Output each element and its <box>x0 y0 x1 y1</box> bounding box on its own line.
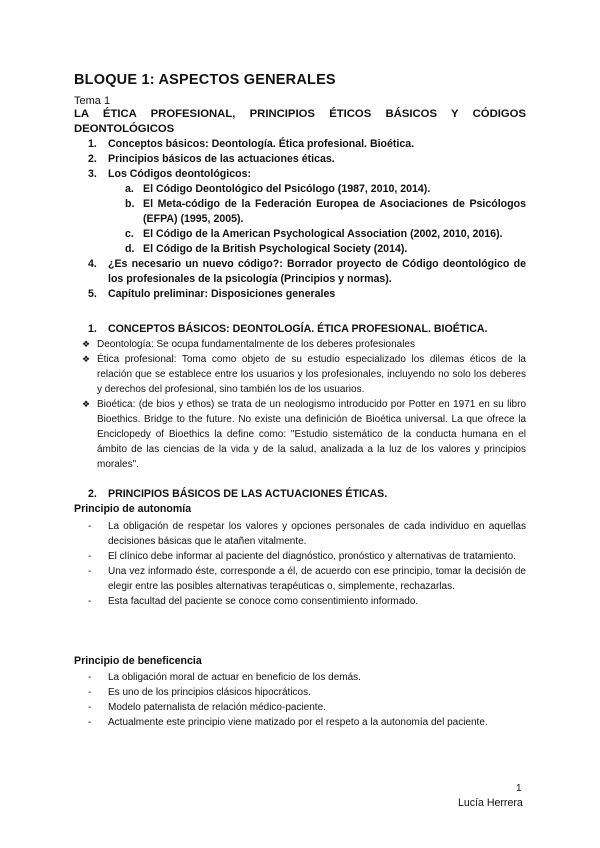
list-item: - La obligación de respetar los valores y opciones personales de cada individuo en aquellas decisiones básicas que le atañen vitalmente. <box>88 521 526 547</box>
toc-subitem: c. El Código de la American Psychological Association (2002, 2010, 2016). <box>125 228 503 240</box>
chapter-title: LA ÉTICA PROFESIONAL, PRINCIPIOS ÉTICOS BÁSICOS Y CÓDIGOS DEONTOLÓGICOS <box>74 108 526 135</box>
beneficencia-heading: Principio de beneficencia <box>74 655 202 667</box>
list-item: ❖ Deontología: Se ocupa fundamentalmente de los deberes profesionales <box>82 339 415 350</box>
diamond-bullet-icon: ❖ <box>82 339 91 349</box>
toc-item: 3. Los Códigos deontológicos: <box>88 168 252 180</box>
toc-subitem: d. El Código de la British Psychological Society (2014). <box>125 243 408 255</box>
toc-item: 4. ¿Es necesario un nuevo código?: Borrador proyecto de Código deontológico de los profesionales de la psicología (Principios y normas). <box>88 258 526 285</box>
beneficencia-list <box>88 670 526 730</box>
section2-heading: 2. PRINCIPIOS BÁSICOS DE LAS ACTUACIONES ÉTICAS. <box>88 488 388 500</box>
page-number: 1 <box>516 783 522 794</box>
list-item: - El clínico debe informar al paciente del diagnóstico, pronóstico y alternativas de tratamiento. <box>88 551 517 562</box>
list-item: - Esta facultad del paciente se conoce como consentimiento informado. <box>88 596 419 607</box>
toc-subitem: a. El Código Deontológico del Psicólogo (1987, 2010, 2014). <box>125 183 431 195</box>
list-item: - La obligación moral de actuar en beneficio de los demás. <box>88 672 361 683</box>
list-item: - Es uno de los principios clásicos hipocráticos. <box>88 687 311 698</box>
toc-item: 1. Conceptos básicos: Deontología. Ética profesional. Bioética. <box>88 138 415 150</box>
autonomia-heading: Principio de autonomía <box>74 503 192 515</box>
list-item: - Actualmente este principio viene matizado por el respeto a la autonomía del paciente. <box>88 717 488 728</box>
toc-item: 2. Principios básicos de las actuaciones éticas. <box>88 153 335 165</box>
list-item: - Una vez informado éste, corresponde a él, de acuerdo con ese principio, tomar la decisión de elegir entre las posibles alternativas terapéuticas o, simplemente, rechazarlas. <box>88 566 526 592</box>
author-name: Lucía Herrera <box>458 797 523 809</box>
toc-subitem: b. El Meta-código de la Federación Europea de Asociaciones de Psicólogos (EFPA) (1995, 2005). <box>125 198 526 225</box>
autonomia-list <box>88 519 526 609</box>
section1-heading: 1. CONCEPTOS BÁSICOS: DEONTOLOGÍA. ÉTICA PROFESIONAL. BIOÉTICA. <box>88 323 488 335</box>
list-item: - Modelo paternalista de relación médico-paciente. <box>88 702 326 713</box>
diamond-bullet-icon: ❖ <box>82 399 91 409</box>
block-title: BLOQUE 1: ASPECTOS GENERALES <box>74 72 336 88</box>
section1-bullets <box>82 337 526 472</box>
table-of-contents <box>88 137 526 302</box>
tema-label: Tema 1 <box>74 95 111 107</box>
toc-item: 5. Capítulo preliminar: Disposiciones generales <box>88 288 336 300</box>
diamond-bullet-icon: ❖ <box>82 354 91 364</box>
list-item: ❖ Bioética: (de bios y ethos) se trata de un neologismo introducido por Potter en 1971 en su libro Bioethics. Bridge to the future. No existe una definición de Bioética universal. La que ofrece la Enciclopedy of Bioethics la define como: "Estudio sistemático de la conducta humana en el ámbito de las ciencias de la vida y de la salud, analizada a la luz de los valores y principios morales". <box>82 399 526 470</box>
list-item: ❖ Ética profesional: Toma como objeto de su estudio especializado los dilemas éticos de la relación que se establece entre los usuarios y los profesionales, incluyendo no solo los deberes y derechos del profesional, sino también los de los usuarios. <box>82 354 526 395</box>
